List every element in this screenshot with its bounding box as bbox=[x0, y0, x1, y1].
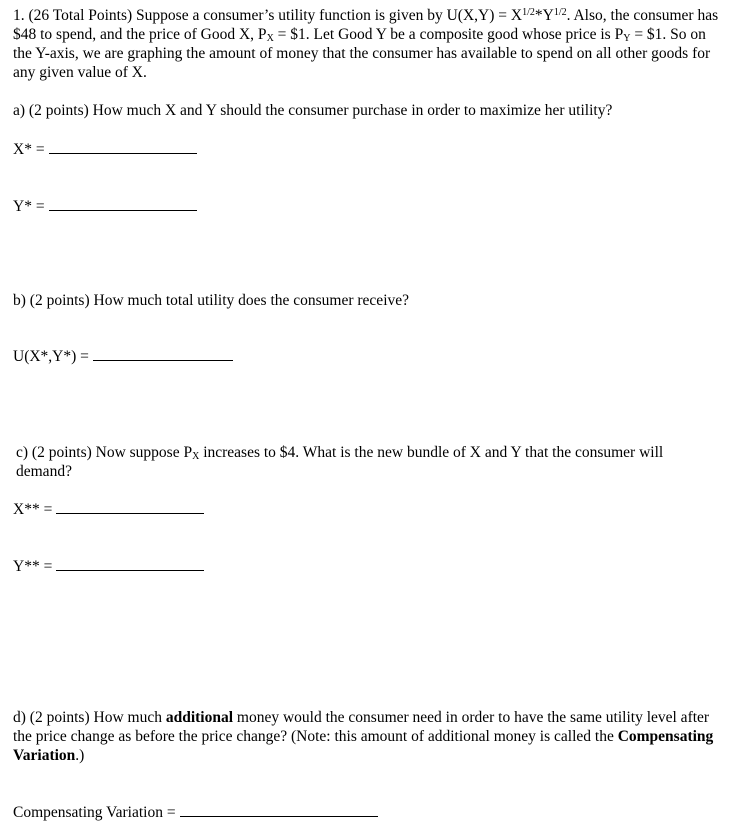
exponent-x: 1/2 bbox=[522, 7, 535, 18]
part-d-text-c: .) bbox=[75, 747, 85, 764]
intro-star: *Y bbox=[534, 7, 554, 24]
question-1-intro bbox=[13, 6, 721, 82]
intro-text-c: = $1. Let Good Y be a composite good whose price is P bbox=[273, 26, 624, 43]
x-star-answer-blank[interactable] bbox=[49, 141, 197, 154]
part-d-bold-compensating-variation: Compensating Variation bbox=[13, 728, 714, 764]
part-d-bold-additional: additional bbox=[165, 709, 234, 726]
part-c-text-b: increases to $4. What is the new bundle of X and Y that the consumer will demand? bbox=[16, 444, 664, 480]
intro-text-a: 1. (26 Total Points) Suppose a consumer’s utility function is given by U(X,Y) = X bbox=[13, 7, 523, 24]
y-star-label: Y* = bbox=[13, 198, 45, 215]
y-star-answer-row bbox=[13, 197, 197, 216]
compensating-variation-label: Compensating Variation = bbox=[13, 804, 176, 821]
x-star-answer-row bbox=[13, 140, 197, 159]
part-a-question: a) (2 points) How much X and Y should the consumer purchase in order to maximize her utility? bbox=[13, 102, 613, 119]
y-double-star-label: Y** = bbox=[13, 558, 53, 575]
part-c-text-a: c) (2 points) Now suppose P bbox=[16, 444, 193, 461]
part-d-question bbox=[13, 708, 721, 765]
x-double-star-label: X** = bbox=[13, 501, 53, 518]
part-b-question: b) (2 points) How much total utility does the consumer receive? bbox=[13, 292, 410, 309]
subscript-x: X bbox=[266, 33, 274, 44]
part-d-text-b: money would the consumer need in order to have the same utility level after the price change as before the price change? (Note: this amount of additional money is called the bbox=[13, 709, 710, 745]
y-double-star-answer-row bbox=[13, 557, 204, 576]
part-c-question bbox=[16, 443, 720, 481]
exponent-y: 1/2 bbox=[553, 7, 567, 18]
x-double-star-answer-row bbox=[13, 500, 204, 519]
x-double-star-answer-blank[interactable] bbox=[56, 501, 204, 514]
utility-answer-row bbox=[13, 347, 233, 366]
intro-text-b: . Also, the consumer has $48 to spend, and the price of Good X, P bbox=[13, 7, 719, 43]
y-double-star-answer-blank[interactable] bbox=[56, 558, 204, 571]
y-star-answer-blank[interactable] bbox=[49, 198, 197, 211]
utility-label: U(X*,Y*) = bbox=[13, 348, 89, 365]
compensating-variation-answer-row bbox=[13, 803, 378, 822]
part-d-text-a: d) (2 points) How much bbox=[13, 709, 166, 726]
x-star-label: X* = bbox=[13, 141, 45, 158]
intro-text-d: = $1. So on the Y-axis, we are graphing the amount of money that the consumer has available to spend on all other goods for any given value of X. bbox=[13, 26, 711, 81]
compensating-variation-answer-blank[interactable] bbox=[180, 804, 378, 817]
subscript-y: Y bbox=[623, 33, 631, 44]
utility-answer-blank[interactable] bbox=[93, 348, 233, 361]
part-c-subscript-x: X bbox=[192, 451, 200, 462]
